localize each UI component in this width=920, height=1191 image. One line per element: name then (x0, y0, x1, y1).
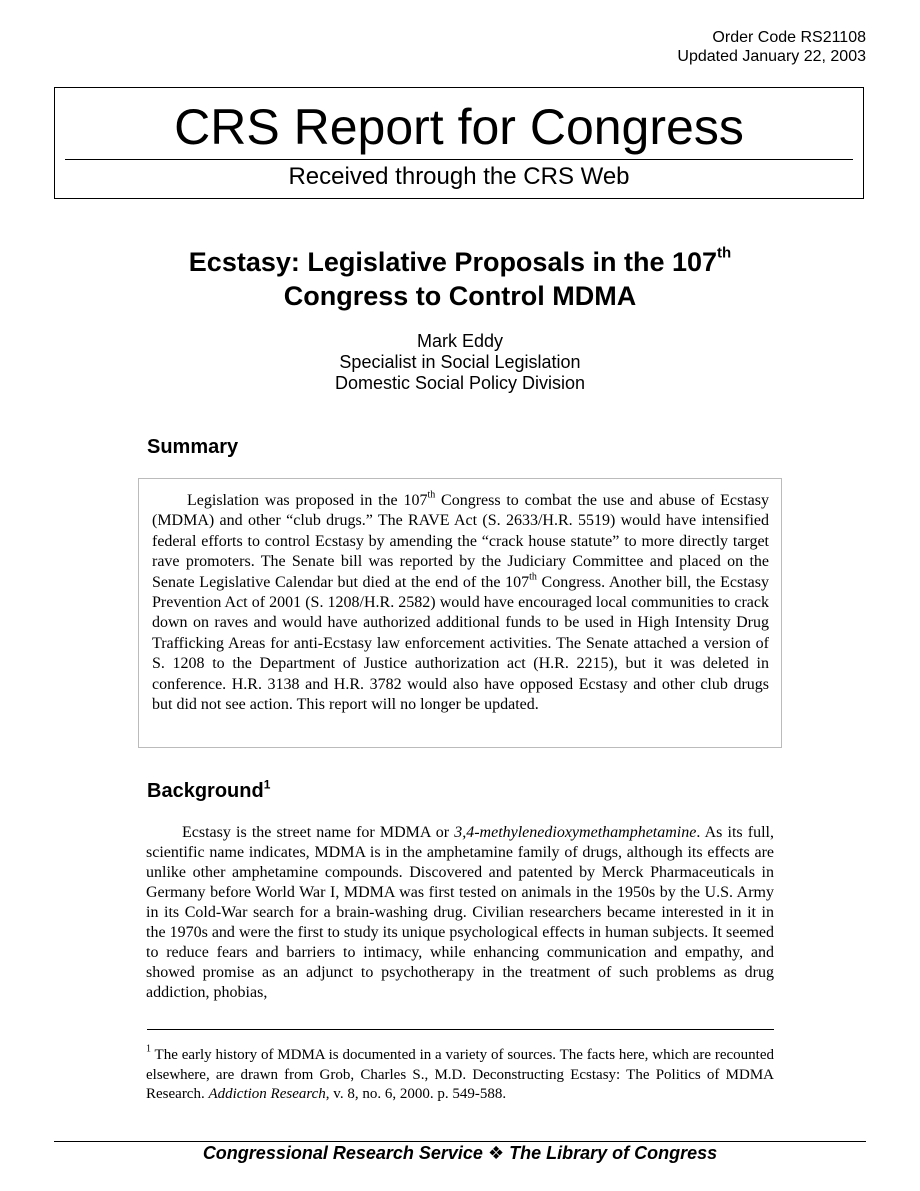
masthead-subtitle: Received through the CRS Web (288, 163, 630, 190)
footer-library: The Library of Congress (509, 1143, 718, 1163)
summary-text-part3: Congress. Another bill, the Ecstasy Prevention Act of 2001 (S. 1208/H.R. 2582) would have encouraged local communities to crack down on raves and would have authorized additional funds to be used in High Intensity Drug Trafficking Areas for anti-Ecstasy law enforcement activities. The Senate attached a version of S. 1208 to the Department of Justice authorization act (H.R. 2215), but it was deleted in conference. H.R. 3138 and H.R. 3782 would also have opposed Ecstasy and other club drugs but did not see action. This report will no longer be updated. (152, 573, 770, 714)
report-title (0, 245, 920, 313)
footnote-reference-1: 1 (263, 777, 271, 792)
summary-paragraph (152, 491, 769, 715)
summary-box (138, 478, 782, 748)
footnote-text-start: The early history of MDMA is documented in a variety of sources. The facts here, which are recounted elsewhere, are drawn from Grob, Charles S., M.D. Deconstructing Ecstasy: The Politics of MDMA Research. (146, 1047, 774, 1102)
order-code-block (677, 28, 866, 66)
order-code: Order Code RS21108 (712, 29, 866, 46)
summary-text-part2: Congress to combat the use and abuse of Ecstasy (MDMA) and other “club drugs.” The RAVE Act (S. 2633/H.R. 5519) would have intensified federal efforts to control Ecstasy by amending the “crack house statute” to more directly target rave promoters. The Senate bill was reported by the Judiciary Committee and placed on the Senate Legislative Calendar but died at the end of the 107 (152, 492, 770, 591)
updated-date: Updated January 22, 2003 (677, 48, 866, 65)
footnote-text-end: , v. 8, no. 6, 2000. p. 549-588. (325, 1086, 507, 1102)
author-division: Domestic Social Policy Division (334, 373, 586, 393)
author-name: Mark Eddy (416, 331, 504, 351)
summary-heading: Summary (147, 436, 239, 458)
masthead-title: CRS Report for Congress (174, 99, 744, 155)
summary-superscript-2: th (529, 571, 537, 583)
summary-text-part1: Legislation was proposed in the 107 (187, 492, 428, 509)
mdma-chemical-name: 3,4-methylenedioxymethamphetamine (454, 824, 697, 841)
report-title-superscript: th (717, 244, 732, 262)
footer-crs: Congressional Research Service (202, 1143, 483, 1163)
footnote-journal: Addiction Research (208, 1086, 326, 1102)
report-title-line1: Ecstasy: Legislative Proposals in the 107 (188, 247, 718, 277)
background-text-start: Ecstasy is the street name for MDMA or (182, 824, 455, 841)
footnote-1 (146, 1043, 774, 1105)
author-block (0, 331, 920, 394)
diamond-separator-icon: ❖ (487, 1143, 505, 1163)
page-footer (0, 1142, 920, 1164)
report-title-line2: Congress to Control MDMA (283, 281, 637, 311)
background-paragraph (146, 823, 774, 1003)
background-heading-text: Background (147, 780, 264, 802)
author-position: Specialist in Social Legislation (339, 352, 581, 372)
background-heading (147, 779, 270, 803)
summary-superscript-1: th (427, 489, 436, 501)
masthead-divider (65, 159, 853, 160)
footnote-divider (147, 1029, 774, 1030)
background-text-rest: . As its full, scientific name indicates, MDMA is in the amphetamine family of drugs, although its effects are unlike other amphetamine compounds. Discovered and patented by Merck Pharmaceuticals in Germany before World War I, MDMA was first tested on animals in the 1950s by the U.S. Army in its Cold-War search for a brain-washing drug. Civilian researchers became interested in it in the 1970s and were the first to study its unique psychological effects in human subjects. It seemed to reduce fears and barriers to intimacy, while enhancing communication and empathy, and showed promise as an adjunct to psychotherapy in the treatment of such problems as drug addiction, phobias, (146, 824, 775, 1001)
footnote-marker: 1 (146, 1043, 151, 1055)
masthead-box (54, 87, 864, 199)
